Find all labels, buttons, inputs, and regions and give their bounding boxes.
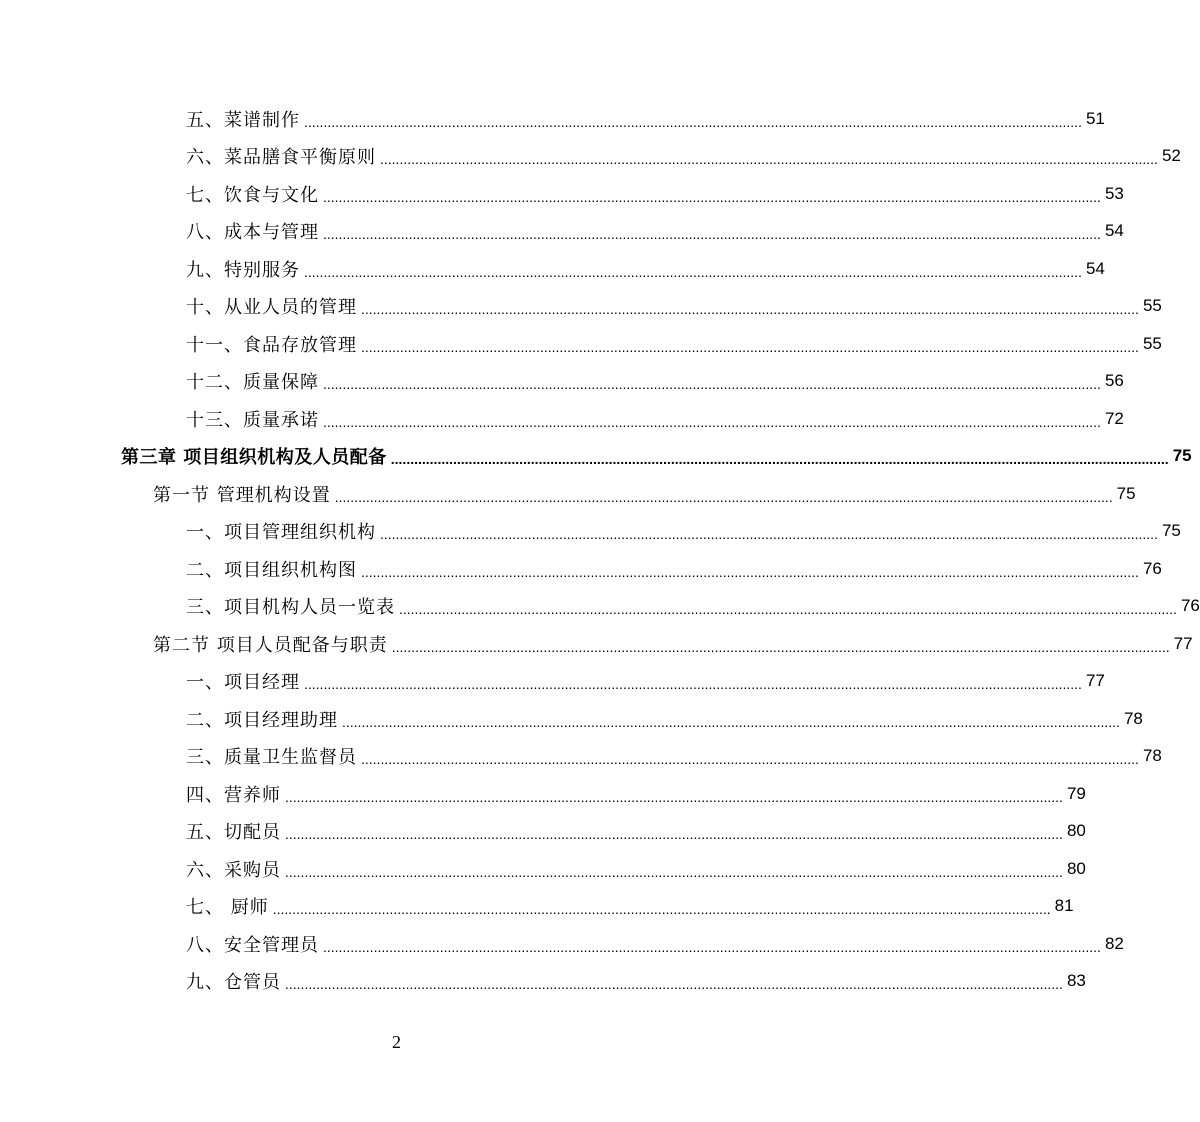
toc-entry[interactable] xyxy=(0,813,1086,851)
dot-leader: ........................................................................................................................................................................................................ xyxy=(285,788,1063,805)
toc-entry[interactable] xyxy=(0,850,1086,888)
toc-entry-title: 十二、质量保障 xyxy=(186,372,319,394)
dot-leader: ........................................................................................................................................................................................................ xyxy=(323,938,1101,955)
dot-leader: ........................................................................................................................................................................................................ xyxy=(304,676,1082,693)
toc-entry-title: 二、项目组织机构图 xyxy=(186,559,357,581)
toc-entry-title: 七、 厨师 xyxy=(186,897,269,919)
toc-entry-page: 83 xyxy=(1066,971,1086,991)
toc-entry-page: 80 xyxy=(1066,858,1086,878)
dot-leader: ........................................................................................................................................................................................................ xyxy=(361,338,1139,355)
toc-entry[interactable] xyxy=(0,925,1124,963)
toc-entry-page: 82 xyxy=(1104,933,1124,953)
toc-entry-page: 51 xyxy=(1085,108,1105,128)
toc-entry[interactable] xyxy=(0,550,1162,588)
toc-entry[interactable] xyxy=(0,175,1124,213)
toc-entry-page: 56 xyxy=(1104,371,1124,391)
toc-section-entry[interactable] xyxy=(0,475,1136,513)
dot-leader: ........................................................................................................................................................................................................ xyxy=(342,713,1120,730)
dot-leader: ........................................................................................................................................................................................................ xyxy=(285,863,1063,880)
dot-leader: ........................................................................................................................................................................................................ xyxy=(323,188,1101,205)
toc-entry[interactable] xyxy=(0,700,1143,738)
toc-entry-page: 75 xyxy=(1161,521,1181,541)
toc-section-entry[interactable] xyxy=(0,625,1193,663)
toc-entry-page: 76 xyxy=(1142,558,1162,578)
toc-entry-title: 十、从业人员的管理 xyxy=(186,297,357,319)
toc-entry[interactable] xyxy=(0,888,1074,926)
toc-entry-title: 二、项目经理助理 xyxy=(186,709,338,731)
toc-entry-page: 72 xyxy=(1104,408,1124,428)
toc-entry-page: 54 xyxy=(1104,221,1124,241)
toc-entry[interactable] xyxy=(0,213,1124,251)
toc-entry-page: 76 xyxy=(1180,596,1200,616)
toc-entry-title: 三、项目机构人员一览表 xyxy=(186,597,395,619)
dot-leader: ........................................................................................................................................................................................................ xyxy=(304,263,1082,280)
toc-entry-title: 八、安全管理员 xyxy=(186,934,319,956)
toc-entry-page: 81 xyxy=(1054,896,1074,916)
dot-leader: ........................................................................................................................................................................................................ xyxy=(334,488,1113,505)
toc-entry[interactable] xyxy=(0,325,1162,363)
toc-entry-page: 53 xyxy=(1104,183,1124,203)
dot-leader: ........................................................................................................................................................................................................ xyxy=(361,301,1139,318)
toc-entry-title: 一、项目经理 xyxy=(186,672,300,694)
dot-leader: ........................................................................................................................................................................................................ xyxy=(390,451,1169,468)
toc-entry-title: 一、项目管理组织机构 xyxy=(186,522,376,544)
toc-entry-title: 十一、食品存放管理 xyxy=(186,334,357,356)
toc-entry-page: 55 xyxy=(1142,296,1162,316)
toc-entry-page: 52 xyxy=(1161,146,1181,166)
toc-entry-title: 九、特别服务 xyxy=(186,259,300,281)
dot-leader: ........................................................................................................................................................................................................ xyxy=(323,413,1101,430)
toc-entry[interactable] xyxy=(0,775,1086,813)
toc-entry-title: 第一节 管理机构设置 xyxy=(153,484,331,506)
page-number: 2 xyxy=(392,1032,401,1052)
toc-entry[interactable] xyxy=(0,363,1124,401)
dot-leader: ........................................................................................................................................................................................................ xyxy=(285,976,1063,993)
toc-entry-page: 78 xyxy=(1123,708,1143,728)
toc-entry-page: 75 xyxy=(1172,446,1192,466)
dot-leader: ........................................................................................................................................................................................................ xyxy=(272,901,1051,918)
dot-leader: ........................................................................................................................................................................................................ xyxy=(285,826,1063,843)
toc-entry[interactable] xyxy=(0,250,1105,288)
dot-leader: ........................................................................................................................................................................................................ xyxy=(304,113,1082,130)
dot-leader: ........................................................................................................................................................................................................ xyxy=(323,226,1101,243)
toc-entry-title: 九、仓管员 xyxy=(186,972,281,994)
dot-leader: ........................................................................................................................................................................................................ xyxy=(361,563,1139,580)
dot-leader: ........................................................................................................................................................................................................ xyxy=(391,638,1170,655)
toc-entry-title: 第三章 项目组织机构及人员配备 xyxy=(121,447,387,469)
dot-leader: ........................................................................................................................................................................................................ xyxy=(380,151,1158,168)
toc-entry-title: 十三、质量承诺 xyxy=(186,409,319,431)
toc-chapter-entry[interactable] xyxy=(0,438,1192,476)
toc-entry[interactable] xyxy=(0,288,1162,326)
toc-entry-title: 四、营养师 xyxy=(186,784,281,806)
dot-leader: ........................................................................................................................................................................................................ xyxy=(361,751,1139,768)
toc-entry[interactable] xyxy=(0,400,1124,438)
toc-entry-title: 第二节 项目人员配备与职责 xyxy=(153,634,388,656)
dot-leader: ........................................................................................................................................................................................................ xyxy=(399,601,1177,618)
toc-entry[interactable] xyxy=(0,738,1162,776)
toc-entry[interactable] xyxy=(0,513,1181,551)
toc-entry-title: 六、采购员 xyxy=(186,859,281,881)
toc-entry-title: 八、成本与管理 xyxy=(186,222,319,244)
toc-entry-page: 80 xyxy=(1066,821,1086,841)
dot-leader: ........................................................................................................................................................................................................ xyxy=(380,526,1158,543)
toc-entry-page: 77 xyxy=(1085,671,1105,691)
toc-entry[interactable] xyxy=(0,663,1105,701)
toc-entry[interactable] xyxy=(0,100,1105,138)
toc-entry-page: 77 xyxy=(1173,633,1193,653)
table-of-contents xyxy=(0,100,1200,1000)
toc-entry-page: 75 xyxy=(1116,483,1136,503)
toc-entry-title: 三、质量卫生监督员 xyxy=(186,747,357,769)
toc-entry-page: 55 xyxy=(1142,333,1162,353)
toc-entry-title: 七、饮食与文化 xyxy=(186,184,319,206)
toc-entry-page: 79 xyxy=(1066,783,1086,803)
toc-entry-title: 六、菜品膳食平衡原则 xyxy=(186,147,376,169)
toc-entry[interactable] xyxy=(0,963,1086,1001)
toc-entry-page: 78 xyxy=(1142,746,1162,766)
toc-entry-page: 54 xyxy=(1085,258,1105,278)
toc-entry-title: 五、切配员 xyxy=(186,822,281,844)
toc-entry[interactable] xyxy=(0,588,1200,626)
toc-entry-title: 五、菜谱制作 xyxy=(186,109,300,131)
toc-entry[interactable] xyxy=(0,138,1181,176)
dot-leader: ........................................................................................................................................................................................................ xyxy=(323,376,1101,393)
